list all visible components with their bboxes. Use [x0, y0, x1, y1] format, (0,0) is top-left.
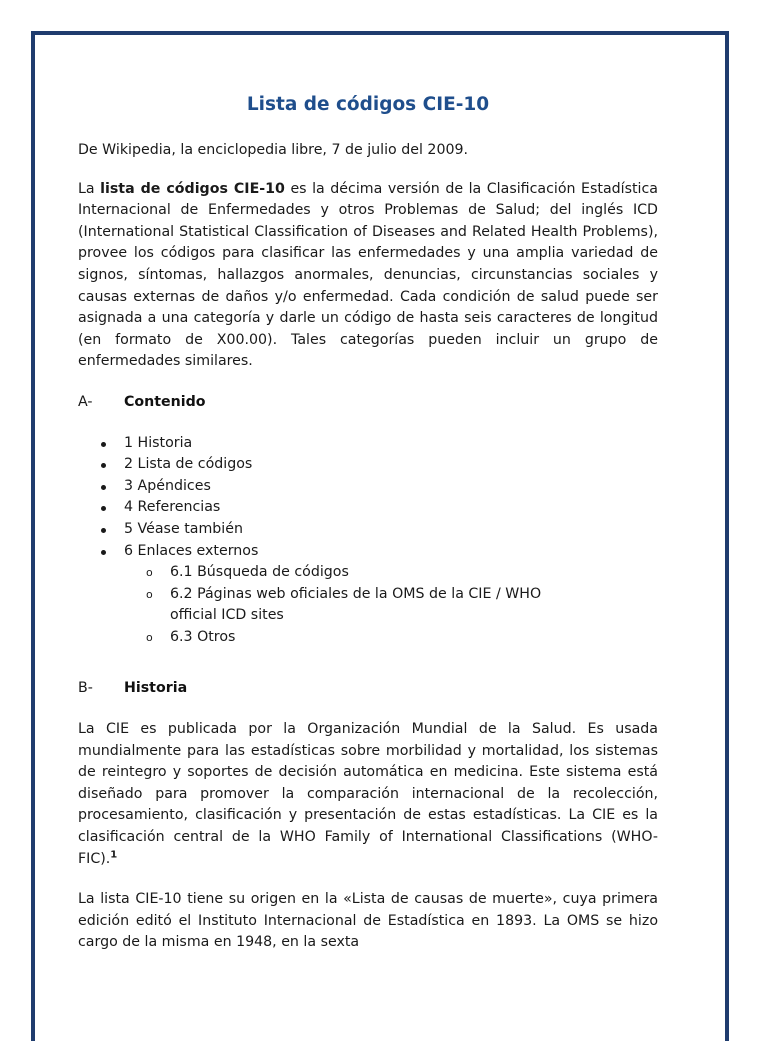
toc-item-enlaces-label: 6 Enlaces externos: [124, 542, 259, 559]
section-a-title: Contenido: [124, 393, 206, 410]
section-b-letter: B-: [78, 680, 93, 697]
section-spacer: [78, 648, 658, 678]
section-b-heading: [78, 678, 658, 700]
toc-item-lista[interactable]: 2 Lista de códigos: [78, 454, 658, 476]
toc-subitem-oms[interactable]: o 6.2 Páginas web oficiales de la OMS de la CIE / WHO official ICD sites: [124, 584, 590, 627]
toc-item-historia[interactable]: 1 Historia: [78, 433, 658, 455]
paragraph-historia-1-text: La CIE es publicada por la Organización Mundial de la Salud. Es usada mundialmente para las estadísticas sobre morbilidad y mortalidad, los sistemas de reintegro y soportes de decisión automática en medicina. Este sistema está diseñado para promover la comparación internacional de la recolección, procesamiento, clasificación y presentación de estas estadísticas. La CIE es la clasificación central de la WHO Family of International Classifications (WHO-FIC).: [78, 721, 658, 867]
paragraph-historia-1: [78, 719, 658, 870]
table-of-contents: [78, 433, 658, 649]
paragraph-definition-pre: La: [78, 180, 101, 197]
toc-item-apendices[interactable]: 3 Apéndices: [78, 476, 658, 498]
intro-line: De Wikipedia, la enciclopedia libre, 7 de julio del 2009.: [78, 142, 469, 158]
section-a-letter: A-: [78, 393, 93, 410]
document-title: Lista de códigos CIE-10: [246, 94, 490, 115]
toc-item-enlaces[interactable]: [78, 541, 658, 649]
document-body: [78, 93, 658, 973]
footnote-marker[interactable]: 1: [110, 848, 118, 860]
paragraph-definition: [78, 179, 658, 373]
toc-subitem-otros[interactable]: o 6.3 Otros: [124, 627, 590, 649]
paragraph-definition-bold: lista de códigos CIE-10: [100, 180, 285, 197]
section-b-title: Historia: [124, 680, 188, 697]
paragraph-historia-2: La lista CIE-10 tiene su origen en la «Lista de causas de muerte», cuya primera edición editó el Instituto Internacional de Estadística en 1893. La OMS se hizo cargo de la misma en 1948, en la sexta: [78, 891, 658, 951]
toc-subitem-busqueda[interactable]: o 6.1 Búsqueda de códigos: [124, 562, 590, 584]
toc-item-referencias[interactable]: 4 Referencias: [78, 497, 658, 519]
section-a-heading: [78, 392, 658, 414]
toc-item-vease[interactable]: 5 Véase también: [78, 519, 658, 541]
paragraph-definition-post: es la décima versión de la Clasificación Estadística Internacional de Enfermedades y otros Problemas de Salud; del inglés ICD (International Statistical Classification of Diseases and Related Health Problems), provee los códigos para clasificar las enfermedades y una amplia variedad de signos, síntomas, hallazgos anormales, denuncias, circunstancias sociales y causas externas de daños y/o enfermedad. Cada condición de salud puede ser asignada a una categoría y darle un código de hasta seis caracteres de longitud (en formato de X00.00). Tales categorías pueden incluir un grupo de enfermedades similares.: [78, 180, 658, 370]
toc-subitems: [124, 562, 658, 648]
